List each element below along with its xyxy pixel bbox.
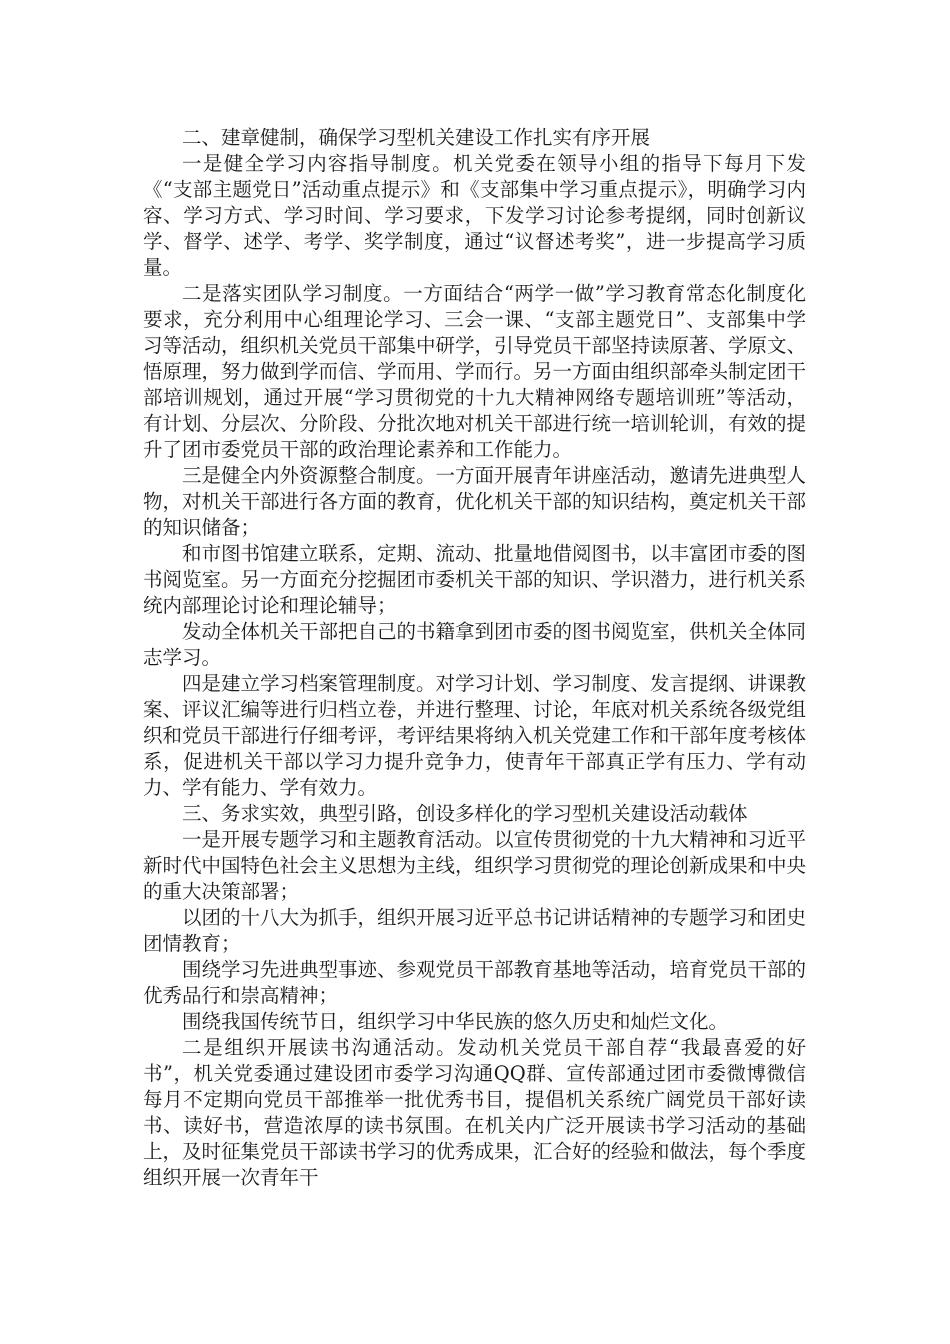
paragraph-youth-league: 以团的十八大为抓手，组织开展习近平总书记讲话精神的专题学习和团史团情教育； xyxy=(143,906,807,955)
paragraph-book-sharing: 发动全体机关干部把自己的书籍拿到团市委的图书阅览室，供机关全体同志学习。 xyxy=(143,620,807,669)
paragraph-thematic-study: 一是开展专题学习和主题教育活动。以宣传贯彻党的十九大精神和习近平新时代中国特色社会主义思想为主线，组织学习贯彻党的理论创新成果和中央的重大决策部署； xyxy=(143,828,807,903)
paragraph-resource-integration: 三是健全内外资源整合制度。一方面开展青年讲座活动，邀请先进典型人物，对机关干部进行各方面的教育，优化机关干部的知识结构，奠定机关干部的知识储备； xyxy=(143,464,807,539)
section-heading-2: 二、建章健制，确保学习型机关建设工作扎实有序开展 xyxy=(182,126,651,149)
paragraph-team-study: 二是落实团队学习制度。一方面结合“两学一做”学习教育常态化制度化要求，充分利用中心组理论学习、三会一课、“支部主题党日”、支部集中学习等活动，组织机关党员干部集中研学，引导党员干部坚持读原著、学原文、悟原理，努力做到学而信、学而用、学而行。另一方面由组织部牵头制定团干部培训规划，通过开展“学习贯彻党的十九大精神网络专题培训班”等活动，有计划、分层次、分阶段、分批次地对机关干部进行统一培训轮训，有效的提升了团市委党员干部的政治理论素养和工作能力。 xyxy=(143,282,807,461)
section-heading-3: 三、务求实效，典型引路，创设多样化的学习型机关建设活动载体 xyxy=(182,802,748,825)
paragraph-festivals: 围绕我国传统节日，组织学习中华民族的悠久历史和灿烂文化。 xyxy=(182,1010,729,1033)
paragraph-reading: 二是组织开展读书沟通活动。发动机关党员干部自荐“我最喜爱的好书”，机关党委通过建设团市委学习沟通QQ群、宣传部通过团市委微博微信每月不定期向党员干部推举一批优秀书目，提倡机关系统广阔党员干部好读书、读好书，营造浓厚的读书氛围。在机关内广泛开展读书学习活动的基础上，及时征集党员干部读书学习的优秀成果，汇合好的经验和做法，每个季度组织开展一次青年干 xyxy=(143,1036,807,1189)
paragraph-archive: 四是建立学习档案管理制度。对学习计划、学习制度、发言提纲、讲课教案、评议汇编等进行归档立卷，并进行整理、讨论，年底对机关系统各级党组织和党员干部进行仔细考评，考评结果将纳入机关党建工作和干部年度考核体系，促进机关干部以学习力提升竞争力，使青年干部真正学有压力、学有动力、学有能力、学有效力。 xyxy=(143,672,807,799)
document-body xyxy=(143,125,806,1191)
paragraph-role-models: 围绕学习先进典型事迹、参观党员干部教育基地等活动，培育党员干部的优秀品行和崇高精神； xyxy=(143,958,807,1007)
paragraph-content-guidance: 一是健全学习内容指导制度。机关党委在领导小组的指导下每月下发《“支部主题党日”活动重点提示》和《支部集中学习重点提示》，明确学习内容、学习方式、学习时间、学习要求，下发学习讨论参考提纲，同时创新议学、督学、述学、考学、奖学制度，通过“议督述考奖”，进一步提高学习质量。 xyxy=(143,152,806,279)
paragraph-library: 和市图书馆建立联系，定期、流动、批量地借阅图书，以丰富团市委的图书阅览室。另一方面充分挖掘团市委机关干部的知识、学识潜力，进行机关系统内部理论讨论和理论辅导； xyxy=(143,542,807,617)
